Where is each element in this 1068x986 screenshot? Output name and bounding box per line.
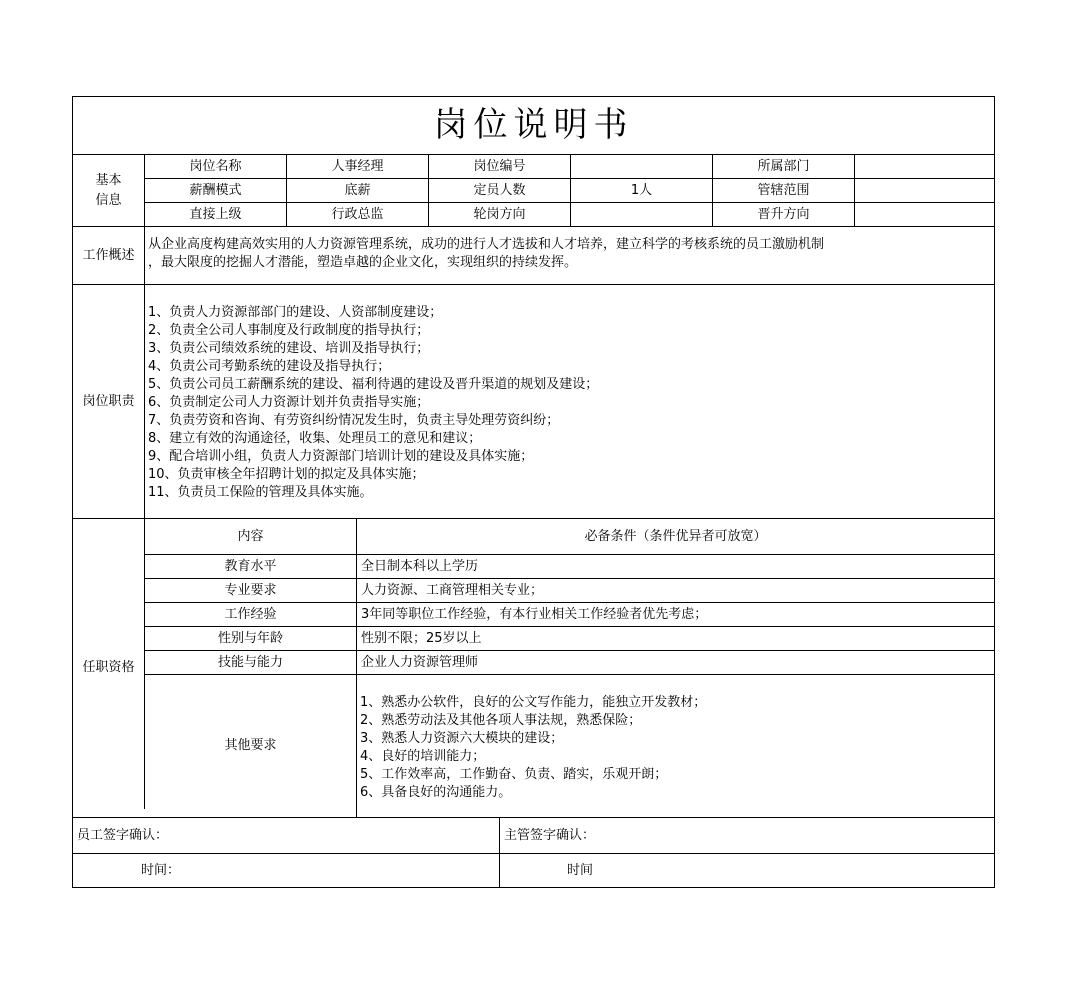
qualification-name: 专业要求 <box>224 582 277 598</box>
basic-info-label <box>73 171 144 211</box>
direct-superior-label: 直接上级 <box>189 206 242 222</box>
other-requirements-label: 其他要求 <box>224 738 277 754</box>
qualifications-label: 任职资格 <box>82 660 135 676</box>
employee-signature: 员工签字确认： <box>77 827 169 843</box>
qualification-value: 企业人力资源管理师 <box>361 654 479 670</box>
basic-info-label-line1: 基本 <box>95 173 122 188</box>
other-requirement-item: 4、良好的培训能力； <box>360 749 486 764</box>
qualification-value: 人力资源、工商管理相关专业； <box>361 582 544 598</box>
duty-item: 5、负责公司员工薪酬系统的建设、福利待遇的建设及晋升渠道的规划及建设； <box>148 377 599 392</box>
page-title: 岗位说明书 <box>433 105 634 146</box>
duty-item: 3、负责公司绩效系统的建设、培训及指导执行； <box>148 341 430 356</box>
promotion-label: 晋升方向 <box>757 206 810 222</box>
overview-text <box>148 236 992 272</box>
duty-item: 11、负责员工保险的管理及具体实施。 <box>148 485 373 500</box>
duty-item: 1、负责人力资源部部门的建设、人资部制度建设； <box>148 305 443 320</box>
headcount-value: 1人 <box>630 182 653 198</box>
qualification-value: 3年同等职位工作经验，有本行业相关工作经验者优先考虑； <box>361 606 708 622</box>
supervisor-time: 时间 <box>567 862 594 878</box>
qualification-name: 性别与年龄 <box>217 630 283 646</box>
duties-list <box>148 304 992 502</box>
qualifications-header-requirements: 必备条件（条件优异者可放宽） <box>584 528 767 544</box>
department-label: 所属部门 <box>757 158 810 174</box>
qualification-name: 技能与能力 <box>217 654 283 670</box>
qualifications-header-content: 内容 <box>237 528 264 544</box>
qualification-value: 全日制本科以上学历 <box>361 558 479 574</box>
supervisor-signature: 主管签字确认： <box>504 827 596 843</box>
job-description-sheet <box>72 96 995 888</box>
scope-label: 管辖范围 <box>757 182 810 198</box>
other-requirement-item: 6、具备良好的沟通能力。 <box>360 785 512 800</box>
salary-mode-label: 薪酬模式 <box>189 182 242 198</box>
position-code-label: 岗位编号 <box>473 158 526 174</box>
scope-value <box>855 179 994 202</box>
qualification-value: 性别不限；25岁以上 <box>361 630 482 646</box>
duty-item: 7、负责劳资和咨询、有劳资纠纷情况发生时，负责主导处理劳资纠纷； <box>148 413 560 428</box>
other-requirements-list <box>360 694 992 802</box>
headcount-label: 定员人数 <box>473 182 526 198</box>
overview-text-line1: 从企业高度构建高效实用的人力资源管理系统，成功的进行人才选拔和人才培养，建立科学的考核系统的员工激励机制 <box>148 237 825 252</box>
basic-info-label-line2: 信息 <box>95 193 122 208</box>
position-name-value: 人事经理 <box>331 158 384 174</box>
other-requirement-item: 3、熟悉人力资源六大模块的建设； <box>360 731 564 746</box>
duties-label: 岗位职责 <box>82 393 135 409</box>
employee-time: 时间： <box>141 862 181 878</box>
direct-superior-value: 行政总监 <box>331 206 384 222</box>
other-requirement-item: 5、工作效率高，工作勤奋、负责、踏实，乐观开朗； <box>360 767 668 782</box>
salary-mode-value: 底薪 <box>344 182 371 198</box>
qualification-name: 工作经验 <box>224 606 277 622</box>
department-value <box>855 155 994 178</box>
other-requirement-item: 2、熟悉劳动法及其他各项人事法规，熟悉保险； <box>360 713 642 728</box>
other-requirement-item: 1、熟悉办公软件，良好的公文写作能力，能独立开发教材； <box>360 695 707 710</box>
qualification-name: 教育水平 <box>224 558 277 574</box>
promotion-value <box>855 203 994 226</box>
duty-item: 8、建立有效的沟通途径，收集、处理员工的意见和建议； <box>148 431 482 446</box>
rotation-value <box>571 203 712 226</box>
overview-text-line2: ，最大限度的挖掘人才潜能，塑造卓越的企业文化，实现组织的持续发挥。 <box>148 255 578 270</box>
rotation-label: 轮岗方向 <box>473 206 526 222</box>
duty-item: 10、负责审核全年招聘计划的拟定及具体实施； <box>148 467 425 482</box>
overview-label: 工作概述 <box>82 247 135 263</box>
duty-item: 2、负责全公司人事制度及行政制度的指导执行； <box>148 323 430 338</box>
position-code-value <box>571 155 712 178</box>
duty-item: 4、负责公司考勤系统的建设及指导执行； <box>148 359 391 374</box>
duty-item: 6、负责制定公司人力资源计划并负责指导实施； <box>148 395 430 410</box>
position-name-label: 岗位名称 <box>189 158 242 174</box>
duty-item: 9、配合培训小组，负责人力资源部门培训计划的建设及具体实施； <box>148 449 534 464</box>
